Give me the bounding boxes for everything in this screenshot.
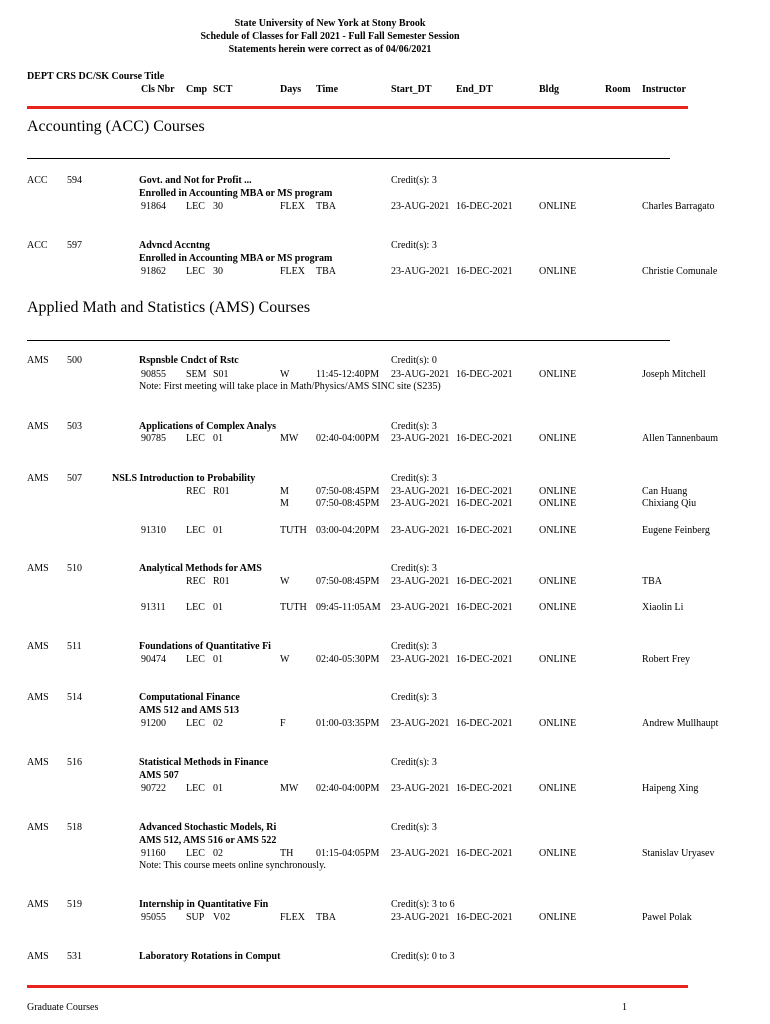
- footer-label: Graduate Courses: [27, 1002, 99, 1013]
- course-title: Rspnsble Cndct of Rstc: [139, 355, 239, 366]
- class-component: LEC: [186, 201, 205, 212]
- section-divider-acc: [27, 158, 670, 159]
- class-start-date: 23-AUG-2021: [391, 718, 450, 729]
- course-title: Advanced Stochastic Models, Ri: [139, 822, 277, 833]
- class-building: ONLINE: [539, 369, 577, 380]
- class-days: M: [280, 498, 289, 509]
- course-dept: AMS: [27, 822, 49, 833]
- class-building: ONLINE: [539, 266, 577, 277]
- class-number: 91862: [141, 266, 166, 277]
- report-subtitle: Schedule of Classes for Fall 2021 - Full Fall Semester Session: [200, 31, 460, 42]
- class-days: FLEX: [280, 912, 305, 923]
- footer-divider: [27, 985, 688, 988]
- course-dept: AMS: [27, 692, 49, 703]
- class-time: 01:15-04:05PM: [316, 848, 380, 859]
- column-header-cls-nbr: Cls Nbr: [141, 84, 175, 95]
- column-header-end: End_DT: [456, 84, 493, 95]
- course-title: Advncd Accntng: [139, 240, 210, 251]
- course-credits: Credit(s): 3: [391, 563, 437, 574]
- class-start-date: 23-AUG-2021: [391, 201, 450, 212]
- class-days: MW: [280, 783, 299, 794]
- course-requirement: Enrolled in Accounting MBA or MS program: [139, 188, 333, 199]
- course-number: 518: [67, 822, 82, 833]
- class-start-date: 23-AUG-2021: [391, 486, 450, 497]
- class-days: FLEX: [280, 266, 305, 277]
- class-section: 01: [213, 654, 223, 665]
- class-time: 02:40-05:30PM: [316, 654, 380, 665]
- class-time: 07:50-08:45PM: [316, 498, 380, 509]
- course-title: Statistical Methods in Finance: [139, 757, 269, 768]
- course-credits: Credit(s): 3: [391, 175, 437, 186]
- class-component: LEC: [186, 848, 205, 859]
- course-dept: ACC: [27, 240, 48, 251]
- report-title: State University of New York at Stony Brook: [234, 18, 426, 29]
- course-requirement: AMS 512 and AMS 513: [139, 705, 240, 716]
- course-number: 594: [67, 175, 82, 186]
- course-requirement: AMS 512, AMS 516 or AMS 522: [139, 835, 277, 846]
- class-end-date: 16-DEC-2021: [456, 266, 513, 277]
- course-number: 514: [67, 692, 82, 703]
- course-title: Applications of Complex Analys: [139, 421, 276, 432]
- class-time: 01:00-03:35PM: [316, 718, 380, 729]
- course-dept: AMS: [27, 563, 49, 574]
- class-component: REC: [186, 486, 206, 497]
- class-number: 91310: [141, 525, 166, 536]
- class-building: ONLINE: [539, 783, 577, 794]
- course-dept: AMS: [27, 757, 49, 768]
- class-section: 02: [213, 718, 223, 729]
- class-component: LEC: [186, 433, 205, 444]
- course-number: 503: [67, 421, 82, 432]
- class-section: 01: [213, 783, 223, 794]
- class-instructor: TBA: [642, 576, 662, 587]
- class-start-date: 23-AUG-2021: [391, 576, 450, 587]
- report-date-statement: Statements herein were correct as of 04/06/2021: [228, 44, 432, 55]
- class-component: LEC: [186, 602, 205, 613]
- course-credits: Credit(s): 3: [391, 421, 437, 432]
- class-time: TBA: [316, 266, 336, 277]
- column-header-sct: SCT: [213, 84, 233, 95]
- course-credits: Credit(s): 0 to 3: [391, 951, 455, 962]
- class-instructor: Xiaolin Li: [642, 602, 684, 613]
- class-instructor: Stanislav Uryasev: [642, 848, 715, 859]
- class-start-date: 23-AUG-2021: [391, 783, 450, 794]
- class-building: ONLINE: [539, 486, 577, 497]
- class-end-date: 16-DEC-2021: [456, 433, 513, 444]
- class-building: ONLINE: [539, 912, 577, 923]
- section-title-acc: Accounting (ACC) Courses: [27, 118, 205, 135]
- course-dept: AMS: [27, 355, 49, 366]
- course-credits: Credit(s): 3: [391, 757, 437, 768]
- class-end-date: 16-DEC-2021: [456, 498, 513, 509]
- course-dept: AMS: [27, 421, 49, 432]
- class-section: R01: [213, 486, 230, 497]
- column-header-start: Start_DT: [391, 84, 432, 95]
- class-days: TUTH: [280, 525, 307, 536]
- class-building: ONLINE: [539, 848, 577, 859]
- class-building: ONLINE: [539, 602, 577, 613]
- class-time: 02:40-04:00PM: [316, 433, 380, 444]
- course-credits: Credit(s): 3: [391, 473, 437, 484]
- class-number: 90474: [141, 654, 166, 665]
- class-note: Note: This course meets online synchronously.: [139, 860, 326, 871]
- course-dept: AMS: [27, 473, 49, 484]
- course-number: 516: [67, 757, 82, 768]
- class-days: M: [280, 486, 289, 497]
- class-days: F: [280, 718, 286, 729]
- class-end-date: 16-DEC-2021: [456, 486, 513, 497]
- class-start-date: 23-AUG-2021: [391, 266, 450, 277]
- course-dept: ACC: [27, 175, 48, 186]
- class-start-date: 23-AUG-2021: [391, 498, 450, 509]
- class-start-date: 23-AUG-2021: [391, 602, 450, 613]
- header-divider: [27, 106, 688, 109]
- class-number: 90722: [141, 783, 166, 794]
- class-section: 01: [213, 433, 223, 444]
- course-title: Internship in Quantitative Fin: [139, 899, 269, 910]
- course-number: 597: [67, 240, 82, 251]
- class-instructor: Joseph Mitchell: [642, 369, 706, 380]
- class-number: 91200: [141, 718, 166, 729]
- course-number: 507: [67, 473, 82, 484]
- class-start-date: 23-AUG-2021: [391, 912, 450, 923]
- page-number: 1: [622, 1002, 627, 1013]
- class-building: ONLINE: [539, 201, 577, 212]
- class-time: 07:50-08:45PM: [316, 576, 380, 587]
- class-instructor: Chixiang Qiu: [642, 498, 697, 509]
- class-start-date: 23-AUG-2021: [391, 654, 450, 665]
- class-number: 91311: [141, 602, 166, 613]
- column-header-time: Time: [316, 84, 339, 95]
- class-days: W: [280, 369, 290, 380]
- class-building: ONLINE: [539, 654, 577, 665]
- class-component: LEC: [186, 654, 205, 665]
- class-section: 01: [213, 602, 223, 613]
- class-section: 01: [213, 525, 223, 536]
- class-section: 30: [213, 201, 223, 212]
- class-days: FLEX: [280, 201, 305, 212]
- class-building: ONLINE: [539, 718, 577, 729]
- course-requirement: AMS 507: [139, 770, 179, 781]
- class-start-date: 23-AUG-2021: [391, 433, 450, 444]
- class-number: 90785: [141, 433, 166, 444]
- class-start-date: 23-AUG-2021: [391, 848, 450, 859]
- class-end-date: 16-DEC-2021: [456, 654, 513, 665]
- class-instructor: Robert Frey: [642, 654, 691, 665]
- class-end-date: 16-DEC-2021: [456, 912, 513, 923]
- course-credits: Credit(s): 3: [391, 240, 437, 251]
- class-time: TBA: [316, 912, 336, 923]
- class-end-date: 16-DEC-2021: [456, 783, 513, 794]
- section-divider-ams: [27, 340, 670, 341]
- class-days: MW: [280, 433, 299, 444]
- class-component: LEC: [186, 266, 205, 277]
- class-number: 95055: [141, 912, 166, 923]
- course-dept: AMS: [27, 951, 49, 962]
- class-instructor: Christie Comunale: [642, 266, 718, 277]
- class-component: SUP: [186, 912, 205, 923]
- class-component: REC: [186, 576, 206, 587]
- course-credits: Credit(s): 3: [391, 641, 437, 652]
- class-number: 91160: [141, 848, 166, 859]
- class-component: LEC: [186, 525, 205, 536]
- course-dept: AMS: [27, 899, 49, 910]
- class-section: R01: [213, 576, 230, 587]
- course-title: NSLS Introduction to Probability: [112, 473, 256, 484]
- class-time: TBA: [316, 201, 336, 212]
- class-building: ONLINE: [539, 576, 577, 587]
- class-building: ONLINE: [539, 498, 577, 509]
- class-end-date: 16-DEC-2021: [456, 848, 513, 859]
- class-number: 90855: [141, 369, 166, 380]
- column-header-instructor: Instructor: [642, 84, 686, 95]
- course-title: Computational Finance: [139, 692, 240, 703]
- class-end-date: 16-DEC-2021: [456, 602, 513, 613]
- class-component: SEM: [186, 369, 207, 380]
- class-section: V02: [213, 912, 231, 923]
- section-title-ams: Applied Math and Statistics (AMS) Courses: [27, 299, 311, 316]
- class-time: 09:45-11:05AM: [316, 602, 381, 613]
- class-end-date: 16-DEC-2021: [456, 576, 513, 587]
- class-section: S01: [213, 369, 229, 380]
- course-dept: AMS: [27, 641, 49, 652]
- class-instructor: Pawel Polak: [642, 912, 692, 923]
- class-days: TH: [280, 848, 294, 859]
- class-building: ONLINE: [539, 433, 577, 444]
- class-start-date: 23-AUG-2021: [391, 369, 450, 380]
- class-component: LEC: [186, 718, 205, 729]
- class-instructor: Andrew Mullhaupt: [642, 718, 719, 729]
- course-credits: Credit(s): 3: [391, 692, 437, 703]
- class-end-date: 16-DEC-2021: [456, 525, 513, 536]
- course-credits: Credit(s): 3 to 6: [391, 899, 455, 910]
- class-instructor: Charles Barragato: [642, 201, 715, 212]
- class-instructor: Haipeng Xing: [642, 783, 699, 794]
- class-start-date: 23-AUG-2021: [391, 525, 450, 536]
- class-time: 03:00-04:20PM: [316, 525, 380, 536]
- course-requirement: Enrolled in Accounting MBA or MS program: [139, 253, 333, 264]
- class-section: 02: [213, 848, 223, 859]
- class-days: TUTH: [280, 602, 307, 613]
- class-days: W: [280, 654, 290, 665]
- class-number: 91864: [141, 201, 166, 212]
- course-title: Analytical Methods for AMS: [139, 563, 262, 574]
- course-number: 531: [67, 951, 82, 962]
- course-title: Foundations of Quantitative Fi: [139, 641, 271, 652]
- course-number: 511: [67, 641, 82, 652]
- class-component: LEC: [186, 783, 205, 794]
- class-section: 30: [213, 266, 223, 277]
- class-time: 11:45-12:40PM: [316, 369, 379, 380]
- course-credits: Credit(s): 0: [391, 355, 437, 366]
- column-header-course: DEPT CRS DC/SK Course Title: [27, 71, 165, 82]
- class-end-date: 16-DEC-2021: [456, 369, 513, 380]
- class-instructor: Can Huang: [642, 486, 688, 497]
- class-instructor: Allen Tannenbaum: [642, 433, 719, 444]
- class-building: ONLINE: [539, 525, 577, 536]
- course-number: 500: [67, 355, 82, 366]
- column-header-cmp: Cmp: [186, 84, 208, 95]
- column-header-room: Room: [605, 84, 631, 95]
- class-time: 02:40-04:00PM: [316, 783, 380, 794]
- class-days: W: [280, 576, 290, 587]
- course-number: 510: [67, 563, 82, 574]
- class-time: 07:50-08:45PM: [316, 486, 380, 497]
- column-header-days: Days: [280, 84, 302, 95]
- class-end-date: 16-DEC-2021: [456, 718, 513, 729]
- class-end-date: 16-DEC-2021: [456, 201, 513, 212]
- class-note: Note: First meeting will take place in Math/Physics/AMS SINC site (S235): [139, 381, 441, 392]
- column-header-bldg: Bldg: [539, 84, 560, 95]
- class-instructor: Eugene Feinberg: [642, 525, 710, 536]
- course-title: Govt. and Not for Profit ...: [139, 175, 252, 186]
- course-credits: Credit(s): 3: [391, 822, 437, 833]
- course-title: Laboratory Rotations in Comput: [139, 951, 281, 962]
- course-number: 519: [67, 899, 82, 910]
